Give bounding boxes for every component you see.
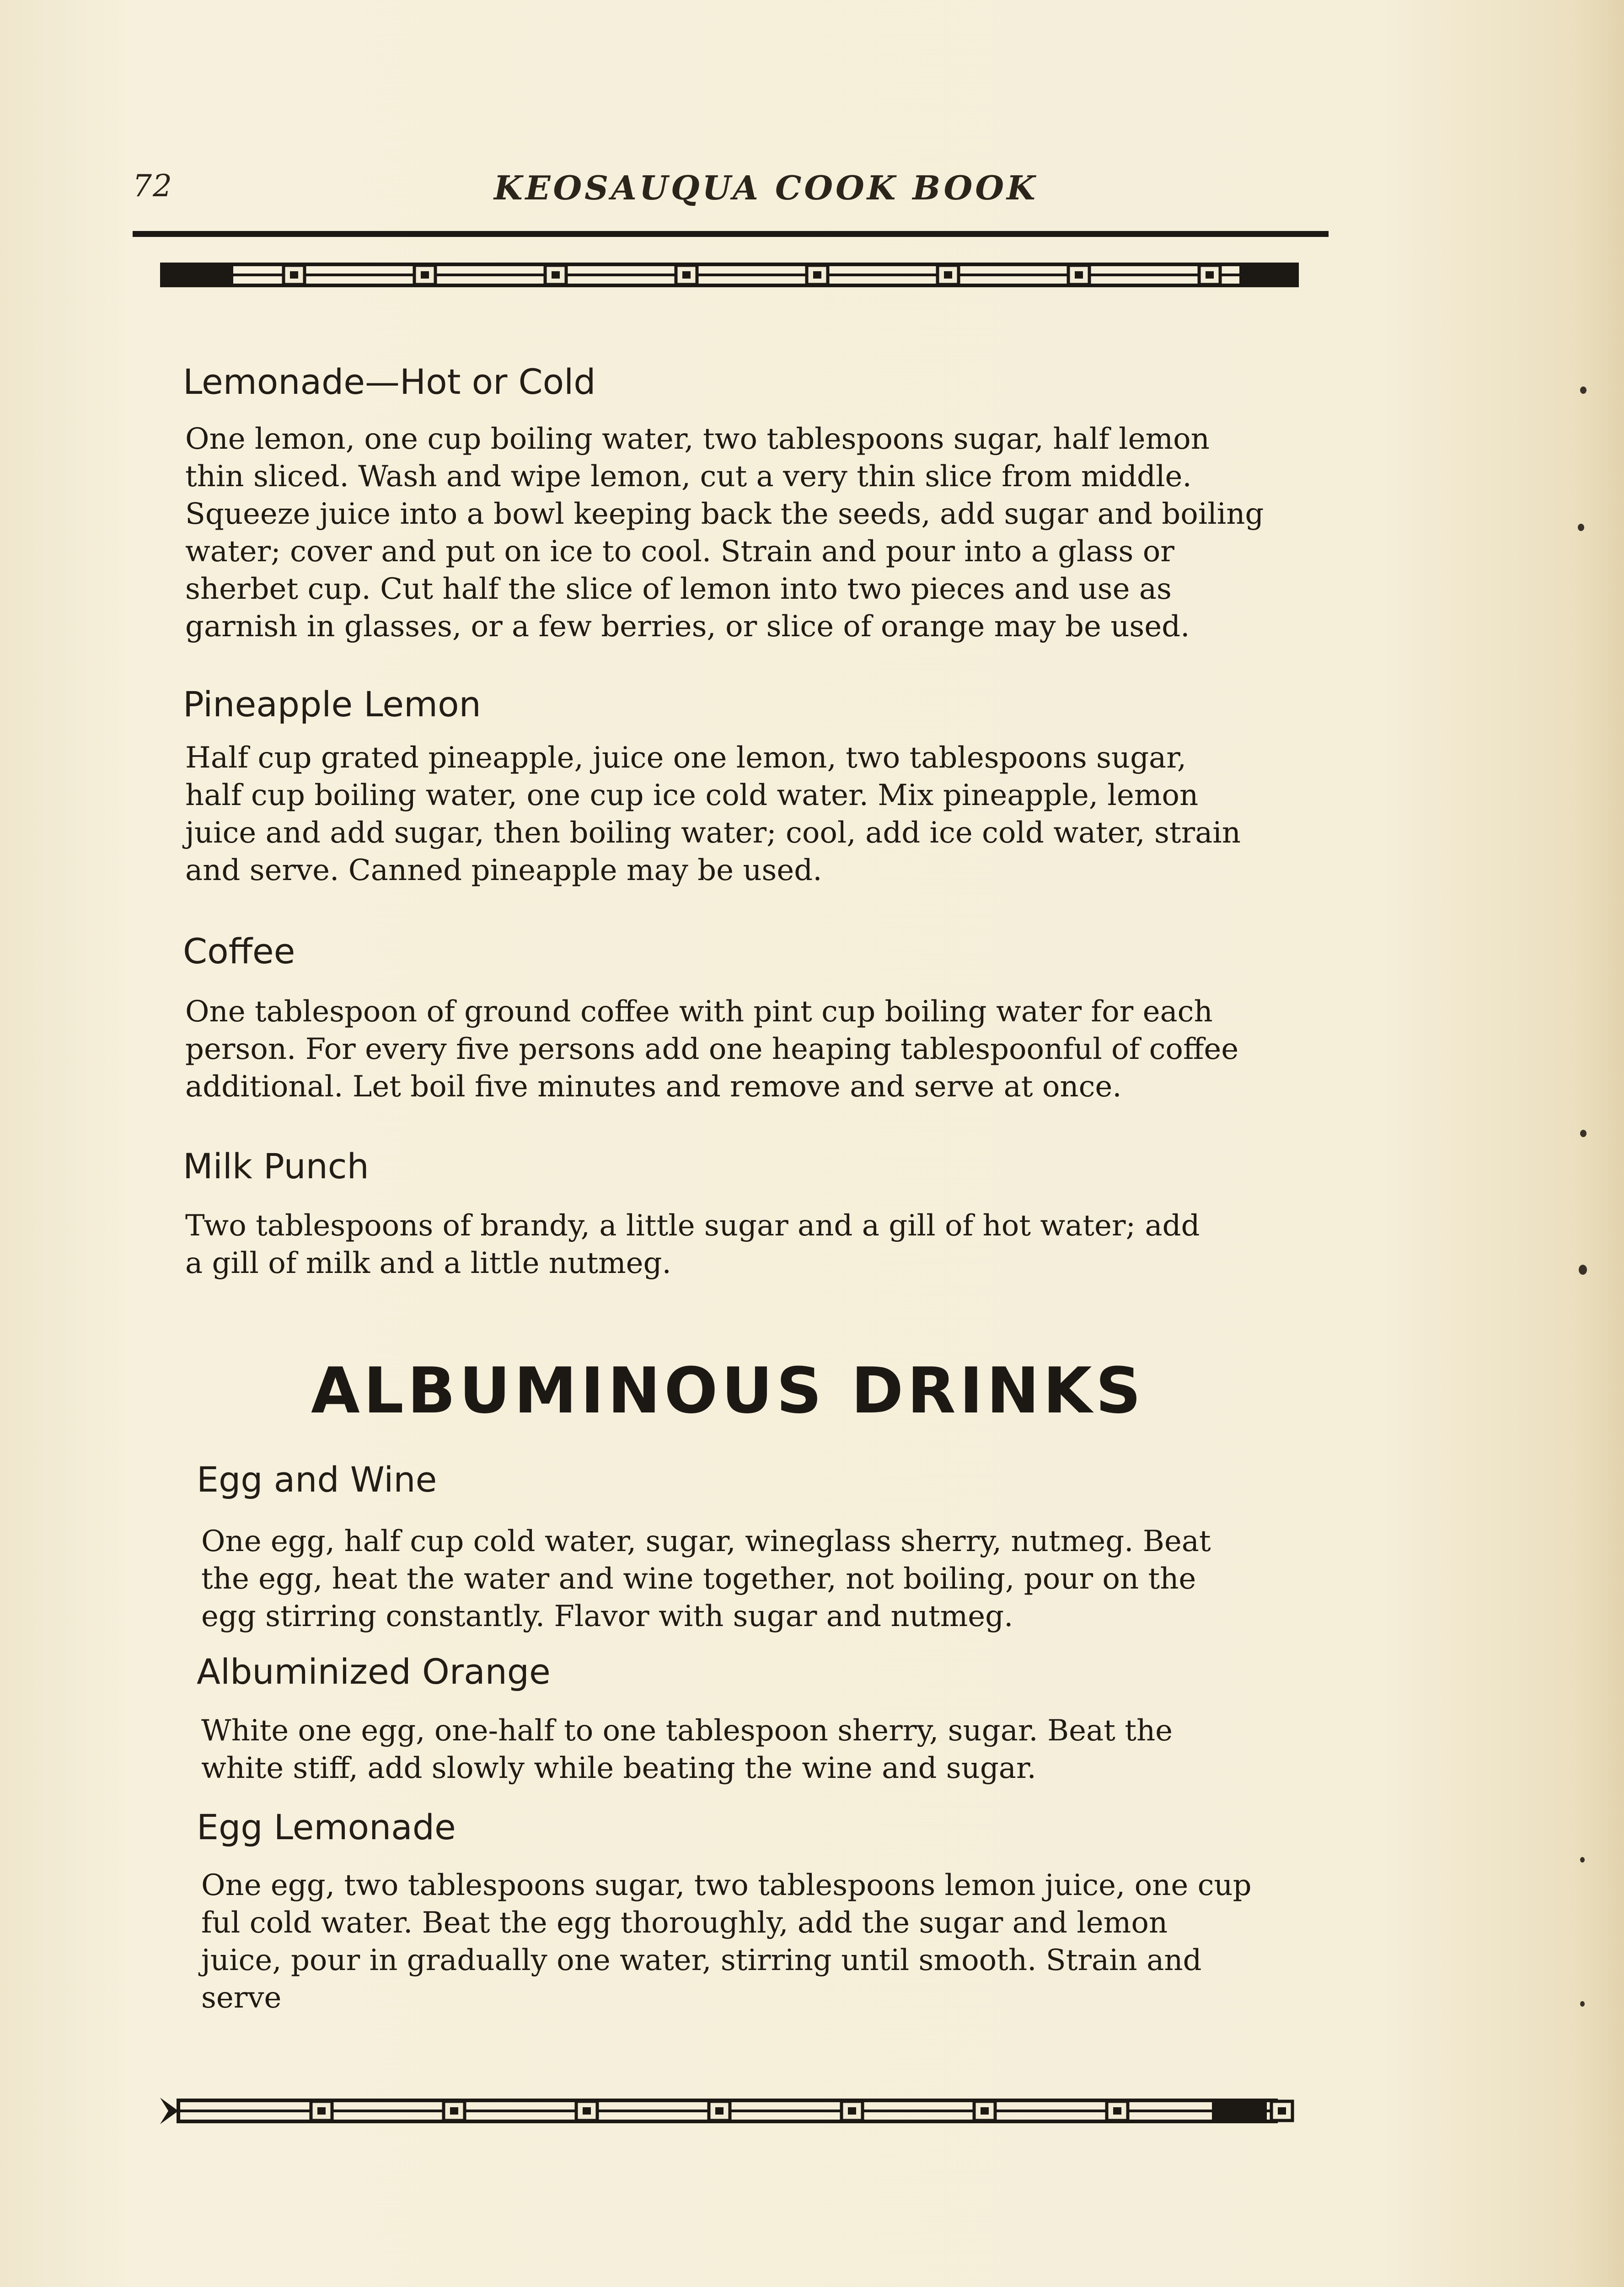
recipe-text-line: garnish in glasses, or a few berries, or slice of orange may be used. (185, 610, 1190, 644)
recipe-text-line: White one egg, one-half to one tablespoon sherry, sugar. Beat the (201, 1714, 1173, 1748)
recipe-text-line: juice, pour in gradually one water, stirring until smooth. Strain and (201, 1943, 1202, 1977)
decorative-border-bottom (160, 2095, 1299, 2127)
page-number: 72 (133, 168, 173, 204)
recipe-text-line: Two tablespoons of brandy, a little sugar and a gill of hot water; add (185, 1209, 1200, 1243)
header-rule (133, 231, 1329, 237)
running-header-title: KEOSAUQUA COOK BOOK (494, 168, 1038, 207)
recipe-text-line: half cup boiling water, one cup ice cold water. Mix pineapple, lemon (185, 778, 1199, 812)
recipe-text-line: Half cup grated pineapple, juice one lemon, two tablespoons sugar, (185, 741, 1187, 775)
recipe-text-line: the egg, heat the water and wine together, not boiling, pour on the (201, 1562, 1196, 1596)
recipe-text-line: One egg, half cup cold water, sugar, wineglass sherry, nutmeg. Beat (201, 1525, 1211, 1558)
recipe-text-line: One tablespoon of ground coffee with pint cup boiling water for each (185, 995, 1213, 1029)
recipe-text-line: serve (201, 1981, 282, 2015)
recipe-text-line: Squeeze juice into a bowl keeping back the seeds, add sugar and boiling (185, 497, 1264, 531)
recipe-title-coffee: Coffee (183, 931, 295, 972)
recipe-text-line: white stiff, add slowly while beating the wine and sugar. (201, 1751, 1036, 1785)
section-heading: ALBUMINOUS DRINKS (311, 1354, 1145, 1428)
recipe-text-line: and serve. Canned pineapple may be used. (185, 854, 822, 887)
recipe-title-pineapple-lemon: Pineapple Lemon (183, 684, 481, 725)
recipe-text-line: thin sliced. Wash and wipe lemon, cut a very thin slice from middle. (185, 460, 1192, 494)
recipe-text-line: water; cover and put on ice to cool. Strain and pour into a glass or (185, 535, 1174, 569)
recipe-text-line: One lemon, one cup boiling water, two tablespoons sugar, half lemon (185, 422, 1210, 456)
recipe-title-egg-and-wine: Egg and Wine (197, 1459, 437, 1500)
recipe-text-line: juice and add sugar, then boiling water; cool, add ice cold water, strain (185, 816, 1241, 850)
recipe-title-lemonade: Lemonade—Hot or Cold (183, 361, 596, 402)
recipe-title-milk-punch: Milk Punch (183, 1146, 369, 1186)
recipe-text-line: additional. Let boil five minutes and remove and serve at once. (185, 1070, 1122, 1104)
recipe-text-line: a gill of milk and a little nutmeg. (185, 1246, 671, 1280)
decorative-border-top (160, 259, 1299, 291)
recipe-text-line: ful cold water. Beat the egg thoroughly, add the sugar and lemon (201, 1906, 1168, 1940)
recipe-text-line: One egg, two tablespoons sugar, two tablespoons lemon juice, one cup (201, 1868, 1252, 1902)
recipe-text-line: sherbet cup. Cut half the slice of lemon into two pieces and use as (185, 572, 1172, 606)
recipe-title-albuminized-orange: Albuminized Orange (197, 1651, 551, 1692)
recipe-title-egg-lemonade: Egg Lemonade (197, 1807, 456, 1847)
recipe-text-line: egg stirring constantly. Flavor with sugar and nutmeg. (201, 1600, 1013, 1633)
recipe-text-line: person. For every five persons add one heaping tablespoonful of coffee (185, 1032, 1239, 1066)
